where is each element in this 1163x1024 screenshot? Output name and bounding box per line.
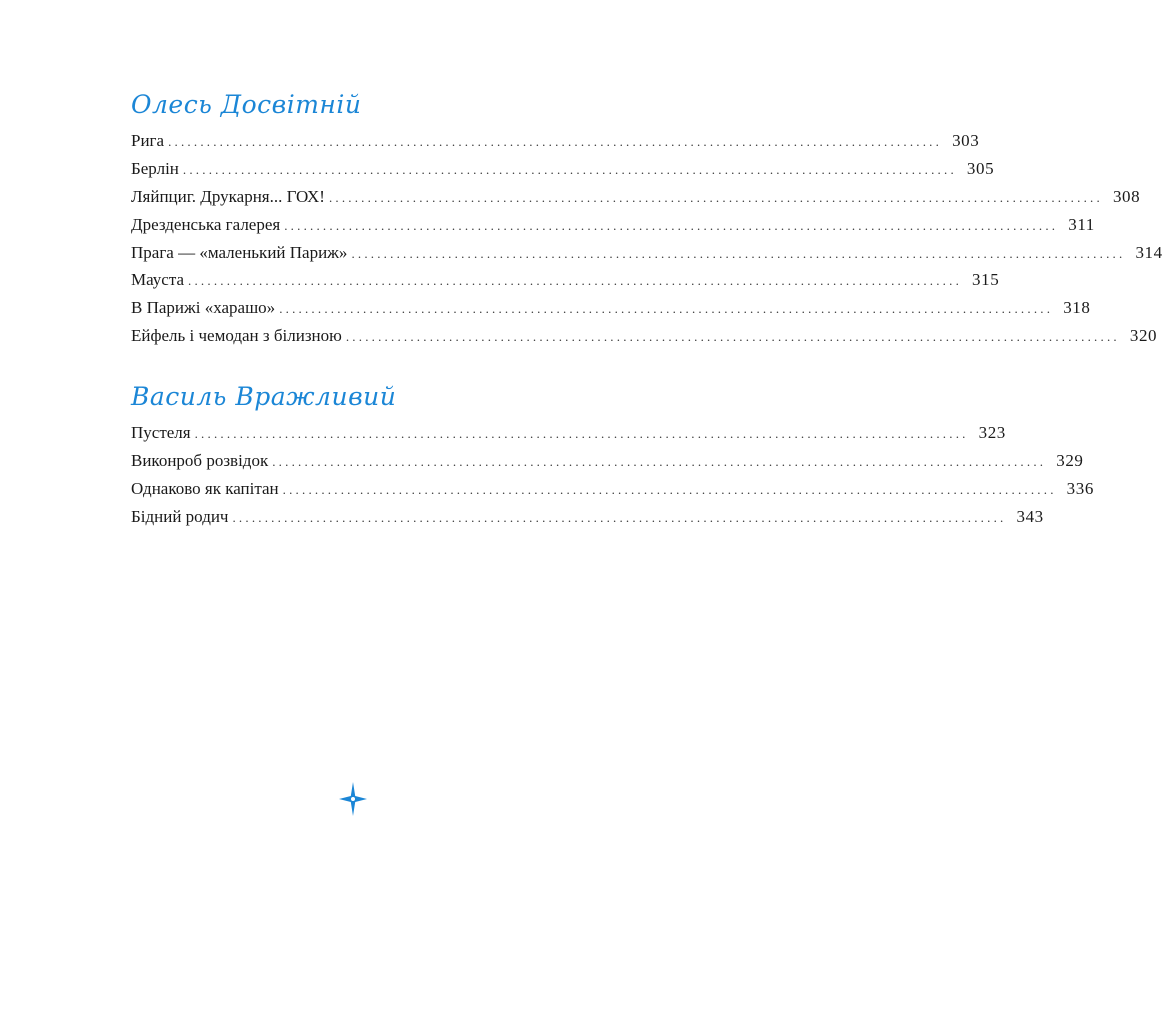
toc-entry-page: 303 [952, 131, 980, 150]
toc-entry[interactable] [131, 298, 1091, 326]
toc-entry[interactable] [131, 450, 1084, 479]
toc-section-vrazhlyvyi [131, 380, 1094, 535]
toc-entry[interactable] [131, 131, 980, 159]
toc-list [131, 131, 1163, 354]
toc-entry-label: Берлін [131, 158, 179, 178]
toc-entry[interactable] [131, 158, 995, 187]
toc-entry-page: 305 [966, 158, 995, 178]
toc-entry[interactable] [131, 186, 1141, 215]
toc-entry-page: 323 [978, 423, 1006, 442]
leader-dots: ........................................................................................................................ [188, 273, 963, 289]
toc-entry-page: 336 [1066, 478, 1094, 498]
toc-entry-page: 318 [1063, 298, 1091, 318]
four-point-star-icon [339, 782, 367, 816]
toc-section-dosvitnii [131, 88, 1163, 354]
toc-entry-label: Виконроб розвідок [131, 450, 269, 470]
toc-entry-label: Пустеля [131, 423, 191, 442]
toc-entry[interactable] [131, 478, 1094, 507]
toc-entry[interactable] [131, 242, 1163, 271]
toc-entry-label: Однаково як капітан [131, 478, 279, 498]
toc-entry[interactable] [131, 506, 1044, 535]
leader-dots: ........................................................................................................................ [272, 453, 1047, 469]
leader-dots: ........................................................................................................................ [194, 426, 969, 441]
leader-dots: ........................................................................................................................ [232, 509, 1007, 525]
leader-dots: ........................................................................................................................ [182, 161, 957, 177]
toc-entry-page: 314 [1135, 242, 1163, 262]
toc-entry-label: Дрезденська галерея [131, 214, 281, 234]
leader-dots: ........................................................................................................................ [279, 301, 1054, 317]
toc-entry-page: 343 [1016, 506, 1044, 526]
toc-entry-label: Прага — «маленький Париж» [131, 242, 348, 262]
toc-entry[interactable] [131, 214, 1095, 243]
leader-dots: ........................................................................................................................ [351, 245, 1126, 261]
toc-entry-page: 329 [1056, 450, 1084, 470]
toc-entry-label: Ляйпциг. Друкарня... ГОХ! [131, 186, 325, 206]
toc-entry-label: В Парижі «харашо» [131, 298, 276, 318]
toc-entry-label: Рига [131, 131, 165, 150]
toc-entry-page: 315 [972, 270, 1000, 290]
toc-entry[interactable] [131, 326, 1158, 354]
leader-dots: ........................................................................................................................ [168, 134, 943, 149]
toc-list [131, 423, 1094, 535]
toc-entry[interactable] [131, 270, 1000, 298]
leader-dots: ........................................................................................................................ [284, 217, 1059, 233]
toc-entry-label: Ейфель і чемодан з білизною [131, 326, 342, 346]
toc-entry-page: 308 [1112, 186, 1141, 206]
leader-dots: ........................................................................................................................ [345, 329, 1120, 345]
toc-entry[interactable] [131, 423, 1006, 451]
leader-dots: ........................................................................................................................ [282, 481, 1057, 497]
toc-entry-label: Мауста [131, 270, 185, 290]
toc-entry-page: 320 [1129, 326, 1158, 346]
section-title: Василь Вражливий [131, 382, 397, 411]
section-title: Олесь Досвітній [131, 90, 362, 119]
leader-dots: ........................................................................................................................ [328, 189, 1103, 205]
toc-entry-label: Бідний родич [131, 506, 229, 526]
toc-entry-page: 311 [1068, 214, 1095, 234]
